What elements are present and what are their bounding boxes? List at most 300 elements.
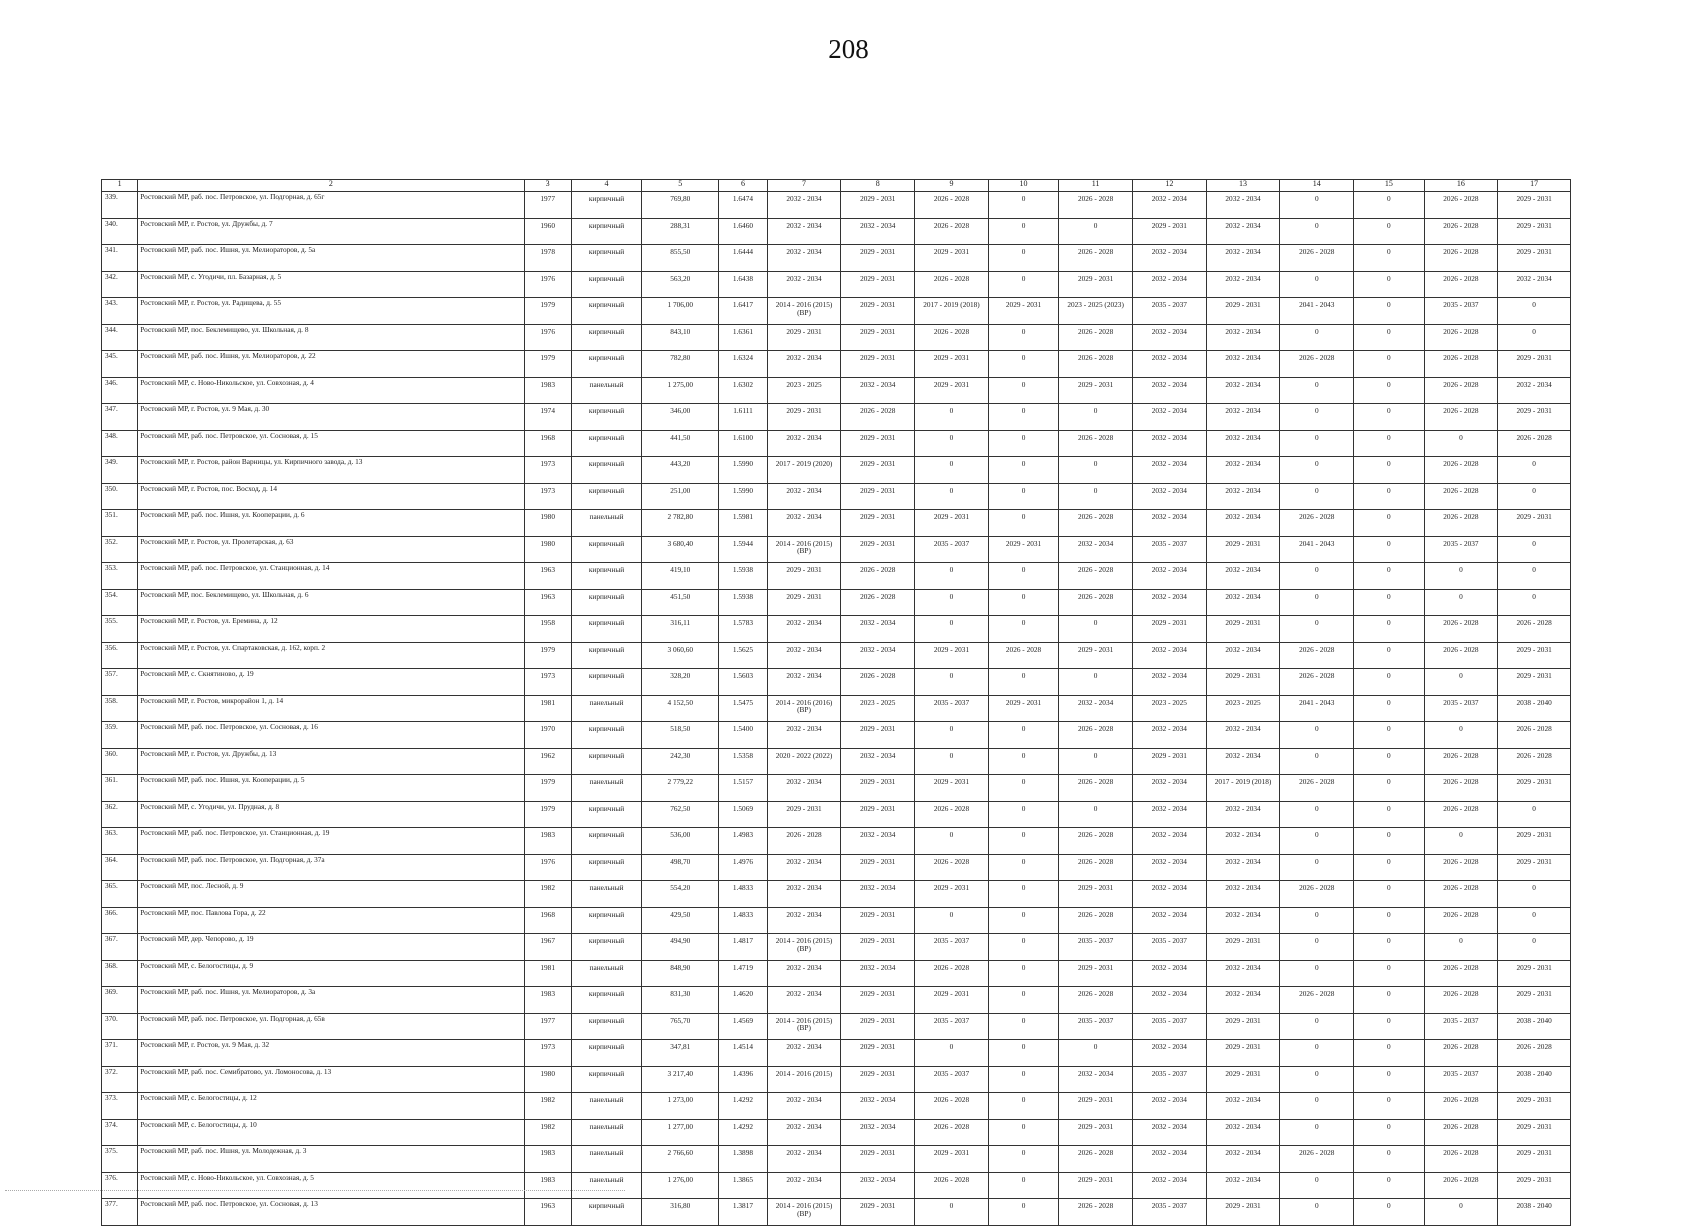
table-cell: 1980 [524,510,571,537]
table-cell: 1980 [524,536,571,563]
table-cell: 1.6100 [719,430,767,457]
table-cell: 1977 [524,1013,571,1040]
row-number-cell: 339. [102,192,138,219]
table-cell: 1.5981 [719,510,767,537]
table-cell: 1.6324 [719,351,767,378]
address-cell: Ростовский МР, г. Ростов, ул. Еремина, д. 12 [138,616,524,643]
table-cell: 0 [1354,589,1424,616]
table-cell: кирпичный [571,934,641,961]
table-cell: 2032 - 2034 [1206,324,1280,351]
table-cell: 2032 - 2034 [767,1172,841,1199]
table-cell: 451,50 [642,589,719,616]
table-cell: 2014 - 2016 (2015) (ВР) [767,536,841,563]
table-cell: 1 275,00 [642,377,719,404]
table-cell: 2029 - 2031 [841,1013,915,1040]
table-cell: 2026 - 2028 [915,1119,989,1146]
table-cell: 2032 - 2034 [1132,722,1206,749]
table-cell: 0 [1354,510,1424,537]
table-row [102,430,1571,457]
address-cell: Ростовский МР, г. Ростов, ул. Радищева, д. 55 [138,298,524,325]
table-cell: 0 [1280,934,1354,961]
table-cell: 0 [1059,1040,1133,1067]
table-cell: 2029 - 2031 [841,1066,915,1093]
table-cell: 0 [1354,934,1424,961]
table-cell: 2026 - 2028 [1424,218,1498,245]
table-cell: 2032 - 2034 [1498,377,1571,404]
table-cell: 1963 [524,563,571,590]
table-cell: 2032 - 2034 [841,616,915,643]
address-cell: Ростовский МР, г. Ростов, пос. Восход, д. 14 [138,483,524,510]
table-cell: 2029 - 2031 [841,192,915,219]
table-cell: 419,10 [642,563,719,590]
row-number-cell: 375. [102,1146,138,1173]
table-cell: 0 [1354,669,1424,696]
table-cell: 0 [915,483,989,510]
table-row [102,616,1571,643]
table-cell: 0 [1354,695,1424,722]
table-cell: 2032 - 2034 [1206,245,1280,272]
address-cell: Ростовский МР, раб. пос. Ишня, ул. Кооперации, д. 5 [138,775,524,802]
address-cell: Ростовский МР, раб. пос. Петровское, ул. Подгорная, д. 65в [138,1013,524,1040]
table-cell: 2026 - 2028 [1424,457,1498,484]
table-cell: 2017 - 2019 (2018) [915,298,989,325]
table-cell: 2032 - 2034 [1206,483,1280,510]
table-cell: кирпичный [571,828,641,855]
column-header: 6 [719,180,767,192]
table-cell: 0 [1280,192,1354,219]
table-cell: 0 [1498,801,1571,828]
row-number-cell: 344. [102,324,138,351]
address-cell: Ростовский МР, раб. пос. Ишня, ул. Молодежная, д. 3 [138,1146,524,1173]
table-cell: кирпичный [571,271,641,298]
table-cell: 0 [1280,1172,1354,1199]
table-cell: 0 [988,960,1058,987]
table-cell: 554,20 [642,881,719,908]
table-cell: 1976 [524,854,571,881]
table-cell: 0 [1280,218,1354,245]
table-cell: 2032 - 2034 [767,351,841,378]
table-row [102,722,1571,749]
table-row [102,695,1571,722]
table-cell: 2032 - 2034 [1206,510,1280,537]
table-cell: 2032 - 2034 [841,377,915,404]
table-cell: 2029 - 2031 [988,298,1058,325]
table-cell: 2032 - 2034 [1206,589,1280,616]
table-cell: 2029 - 2031 [1498,960,1571,987]
table-row [102,218,1571,245]
table-row [102,563,1571,590]
address-cell: Ростовский МР, пос. Беклемищево, ул. Школьная, д. 8 [138,324,524,351]
row-number-cell: 369. [102,987,138,1014]
column-header: 15 [1354,180,1424,192]
table-cell: 2032 - 2034 [1206,351,1280,378]
table-cell: 0 [988,271,1058,298]
table-cell: 346,00 [642,404,719,431]
table-cell: 2041 - 2043 [1280,695,1354,722]
table-cell: 2 779,22 [642,775,719,802]
table-cell: панельный [571,1146,641,1173]
row-number-cell: 367. [102,934,138,961]
column-header: 10 [988,180,1058,192]
table-cell: 2026 - 2028 [1059,192,1133,219]
table-cell: 0 [1424,828,1498,855]
table-cell: кирпичный [571,642,641,669]
table-cell: 2026 - 2028 [1424,1172,1498,1199]
table-cell: кирпичный [571,536,641,563]
table-cell: 347,81 [642,1040,719,1067]
table-cell: 0 [1059,748,1133,775]
table-cell: 1 276,00 [642,1172,719,1199]
table-cell: 2026 - 2028 [841,563,915,590]
address-cell: Ростовский МР, с. Ново-Никольское, ул. Совхозная, д. 4 [138,377,524,404]
table-cell: 762,50 [642,801,719,828]
address-cell: Ростовский МР, раб. пос. Петровское, ул. Подгорная, д. 65г [138,192,524,219]
table-cell: 2032 - 2034 [1132,404,1206,431]
table-cell: 2029 - 2031 [1206,1066,1280,1093]
table-cell: 0 [988,1172,1058,1199]
table-cell: 2032 - 2034 [767,722,841,749]
table-cell: 0 [1424,722,1498,749]
table-cell: 2029 - 2031 [1498,669,1571,696]
row-number-cell: 376. [102,1172,138,1199]
table-cell: 2032 - 2034 [1132,1093,1206,1120]
address-cell: Ростовский МР, с. Белогостицы, д. 12 [138,1093,524,1120]
table-cell: 2035 - 2037 [1059,1013,1133,1040]
table-cell: 2026 - 2028 [1424,351,1498,378]
table-cell: кирпичный [571,748,641,775]
table-row [102,987,1571,1014]
table-cell: 0 [1354,722,1424,749]
table-cell: 0 [988,828,1058,855]
table-row [102,1013,1571,1040]
column-header: 11 [1059,180,1133,192]
row-number-cell: 346. [102,377,138,404]
table-cell: 2026 - 2028 [1424,1040,1498,1067]
table-cell: кирпичный [571,1199,641,1226]
table-cell: 0 [988,1199,1058,1226]
table-cell: 2035 - 2037 [1424,1013,1498,1040]
table-cell: 2029 - 2031 [841,1040,915,1067]
table-cell: 0 [1280,616,1354,643]
address-cell: Ростовский МР, пос. Лесной, д. 9 [138,881,524,908]
table-cell: 1.4833 [719,907,767,934]
table-cell: 0 [1280,377,1354,404]
table-cell: 0 [1280,589,1354,616]
table-cell: 1968 [524,907,571,934]
table-cell: 2032 - 2034 [1206,748,1280,775]
table-cell: 2026 - 2028 [1424,960,1498,987]
table-cell: 2029 - 2031 [841,907,915,934]
table-cell: 2032 - 2034 [767,510,841,537]
table-cell: 2035 - 2037 [1132,934,1206,961]
table-cell: 2035 - 2037 [1424,1066,1498,1093]
table-cell: 0 [915,669,989,696]
table-cell: 2029 - 2031 [1498,404,1571,431]
table-cell: 2029 - 2031 [841,510,915,537]
table-cell: 1.5358 [719,748,767,775]
table-cell: 2029 - 2031 [767,324,841,351]
table-cell: 2029 - 2031 [1206,934,1280,961]
table-cell: 2032 - 2034 [1206,1172,1280,1199]
table-cell: 1967 [524,934,571,961]
table-cell: 0 [1354,1172,1424,1199]
table-row [102,1093,1571,1120]
table-cell: 0 [1424,563,1498,590]
table-cell: 831,30 [642,987,719,1014]
table-cell: 0 [1424,934,1498,961]
table-cell: 2032 - 2034 [1206,722,1280,749]
table-row [102,801,1571,828]
table-cell: 0 [915,1199,989,1226]
table-cell: 2026 - 2028 [1059,854,1133,881]
table-cell: 1982 [524,1093,571,1120]
table-cell: 2026 - 2028 [915,801,989,828]
table-cell: 2029 - 2031 [1206,616,1280,643]
table-cell: 2029 - 2031 [841,536,915,563]
table-cell: 0 [1354,457,1424,484]
table-cell: 1979 [524,298,571,325]
table-cell: 1.3817 [719,1199,767,1226]
table-cell: 1973 [524,483,571,510]
address-cell: Ростовский МР, пос. Беклемищево, ул. Школьная, д. 6 [138,589,524,616]
table-cell: 2032 - 2034 [841,881,915,908]
table-cell: 2032 - 2034 [1206,642,1280,669]
table-cell: 2026 - 2028 [1498,748,1571,775]
table-cell: 0 [988,987,1058,1014]
table-cell: 1.5625 [719,642,767,669]
table-cell: 2032 - 2034 [767,430,841,457]
table-cell: 2029 - 2031 [988,536,1058,563]
table-cell: 0 [988,404,1058,431]
address-cell: Ростовский МР, раб. пос. Ишня, ул. Мелиораторов, д. 22 [138,351,524,378]
table-cell: 2026 - 2028 [915,218,989,245]
table-cell: 1976 [524,271,571,298]
address-cell: Ростовский МР, г. Ростов, ул. Дружбы, д. 13 [138,748,524,775]
table-cell: 2026 - 2028 [1424,748,1498,775]
table-row [102,510,1571,537]
table-cell: 0 [1280,430,1354,457]
table-cell: 1979 [524,351,571,378]
table-cell: 2029 - 2031 [1498,510,1571,537]
table-cell: 2035 - 2037 [1059,934,1133,961]
table-cell: 769,80 [642,192,719,219]
table-cell: 2026 - 2028 [915,192,989,219]
table-cell: 0 [988,324,1058,351]
table-cell: 0 [1354,828,1424,855]
table-cell: 0 [988,669,1058,696]
table-cell: 2035 - 2037 [915,536,989,563]
table-cell: 1979 [524,775,571,802]
table-cell: 2032 - 2034 [1132,324,1206,351]
table-cell: 0 [988,377,1058,404]
table-cell: 0 [915,907,989,934]
table-cell: 2026 - 2028 [1059,589,1133,616]
table-header-row [102,180,1571,192]
table-cell: 0 [988,589,1058,616]
table-cell: 0 [1354,616,1424,643]
table-cell: 1973 [524,669,571,696]
table-cell: 2032 - 2034 [767,1119,841,1146]
table-cell: 0 [1280,563,1354,590]
row-number-cell: 360. [102,748,138,775]
address-cell: Ростовский МР, раб. пос. Ишня, ул. Мелиораторов, д. 5а [138,245,524,272]
table-cell: 2026 - 2028 [1424,510,1498,537]
table-cell: 2029 - 2031 [767,563,841,590]
table-cell: 0 [1354,1146,1424,1173]
table-cell: 2032 - 2034 [1206,430,1280,457]
table-cell: 2029 - 2031 [915,510,989,537]
table-cell: 2029 - 2031 [1498,828,1571,855]
table-cell: кирпичный [571,351,641,378]
table-cell: 0 [1354,536,1424,563]
table-cell: 0 [1498,536,1571,563]
table-cell: 2032 - 2034 [1206,1093,1280,1120]
table-row [102,298,1571,325]
table-cell: 2032 - 2034 [1206,271,1280,298]
table-cell: 2026 - 2028 [1280,351,1354,378]
row-number-cell: 359. [102,722,138,749]
table-cell: кирпичный [571,324,641,351]
table-cell: 2032 - 2034 [767,1040,841,1067]
row-number-cell: 343. [102,298,138,325]
address-cell: Ростовский МР, раб. пос. Ишня, ул. Кооперации, д. 6 [138,510,524,537]
table-cell: 1973 [524,457,571,484]
address-cell: Ростовский МР, с. Ново-Никольское, ул. Совхозная, д. 5 [138,1172,524,1199]
table-cell: 2032 - 2034 [1498,271,1571,298]
table-cell: 0 [1280,1013,1354,1040]
table-cell: 843,10 [642,324,719,351]
row-number-cell: 354. [102,589,138,616]
table-cell: 2032 - 2034 [767,960,841,987]
column-header: 3 [524,180,571,192]
column-header: 7 [767,180,841,192]
table-cell: 2026 - 2028 [1059,775,1133,802]
column-header: 9 [915,180,989,192]
table-row [102,377,1571,404]
row-number-cell: 371. [102,1040,138,1067]
table-cell: 2029 - 2031 [1059,271,1133,298]
table-cell: 2032 - 2034 [1206,960,1280,987]
table-cell: 2032 - 2034 [1132,642,1206,669]
table-cell: 1981 [524,695,571,722]
table-cell: 2032 - 2034 [767,669,841,696]
table-cell: 2026 - 2028 [1498,1040,1571,1067]
table-cell: 2032 - 2034 [767,642,841,669]
table-cell: 2029 - 2031 [1206,1199,1280,1226]
table-cell: 0 [1059,616,1133,643]
table-cell: 2026 - 2028 [1059,563,1133,590]
table-cell: 2026 - 2028 [1424,1146,1498,1173]
table-cell: кирпичный [571,722,641,749]
table-cell: 0 [915,404,989,431]
row-number-cell: 347. [102,404,138,431]
table-cell: кирпичный [571,404,641,431]
table-cell: 0 [1354,192,1424,219]
table-cell: 2026 - 2028 [1059,722,1133,749]
table-cell: 0 [1498,881,1571,908]
table-cell: панельный [571,695,641,722]
address-cell: Ростовский МР, раб. пос. Петровское, ул. Сосновая, д. 15 [138,430,524,457]
table-row [102,1119,1571,1146]
table-cell: 2032 - 2034 [767,616,841,643]
table-cell: 3 060,60 [642,642,719,669]
table-cell: 1.5938 [719,563,767,590]
table-cell: 2032 - 2034 [767,854,841,881]
table-row [102,1146,1571,1173]
table-cell: 1962 [524,748,571,775]
table-cell: 2032 - 2034 [841,1093,915,1120]
table-cell: 2032 - 2034 [1132,192,1206,219]
table-cell: 0 [915,748,989,775]
table-cell: 2032 - 2034 [1132,563,1206,590]
table-cell: 0 [1354,324,1424,351]
table-cell: 0 [1059,669,1133,696]
table-cell: 2029 - 2031 [1059,881,1133,908]
table-cell: панельный [571,1172,641,1199]
table-cell: 2035 - 2037 [1424,695,1498,722]
table-cell: 2026 - 2028 [767,828,841,855]
table-cell: 2026 - 2028 [1280,881,1354,908]
table-cell: 2029 - 2031 [1206,1013,1280,1040]
table-cell: 2023 - 2025 [841,695,915,722]
table-cell: кирпичный [571,218,641,245]
table-cell: 0 [1280,907,1354,934]
registry-sheet [101,179,1571,1226]
table-cell: 2032 - 2034 [1132,430,1206,457]
column-header: 4 [571,180,641,192]
table-cell: 3 217,40 [642,1066,719,1093]
table-cell: 0 [1498,563,1571,590]
table-cell: 2035 - 2037 [1132,1199,1206,1226]
table-cell: 0 [1424,1199,1498,1226]
table-cell: 0 [1059,801,1133,828]
row-number-cell: 350. [102,483,138,510]
address-cell: Ростовский МР, раб. пос. Петровское, ул. Подгорная, д. 37а [138,854,524,881]
table-cell: 0 [1354,218,1424,245]
table-cell: 2029 - 2031 [767,801,841,828]
table-cell: 0 [1280,404,1354,431]
table-cell: 0 [915,430,989,457]
table-cell: 0 [1280,960,1354,987]
table-cell: 2014 - 2016 (2015) (ВР) [767,1013,841,1040]
table-cell: 1.4620 [719,987,767,1014]
table-cell: 0 [1354,298,1424,325]
table-body [102,192,1571,1226]
address-cell: Ростовский МР, г. Ростов, ул. Спартаковская, д. 162, корп. 2 [138,642,524,669]
table-cell: 1970 [524,722,571,749]
table-cell: 2029 - 2031 [1059,642,1133,669]
table-cell: 2032 - 2034 [1206,854,1280,881]
column-header: 1 [102,180,138,192]
table-cell: 0 [1059,218,1133,245]
table-cell: 1.3865 [719,1172,767,1199]
table-cell: 2026 - 2028 [1424,907,1498,934]
table-cell: 2032 - 2034 [1059,695,1133,722]
table-row [102,1066,1571,1093]
table-cell: 2032 - 2034 [1132,483,1206,510]
table-row [102,881,1571,908]
table-cell: 2029 - 2031 [915,351,989,378]
table-cell: 2032 - 2034 [1132,801,1206,828]
table-cell: 2026 - 2028 [1498,616,1571,643]
table-cell: панельный [571,510,641,537]
table-cell: 2032 - 2034 [841,218,915,245]
table-cell: 2029 - 2031 [767,404,841,431]
table-row [102,748,1571,775]
table-cell: 1983 [524,1146,571,1173]
table-cell: 2026 - 2028 [1059,828,1133,855]
table-cell: 2026 - 2028 [1424,404,1498,431]
